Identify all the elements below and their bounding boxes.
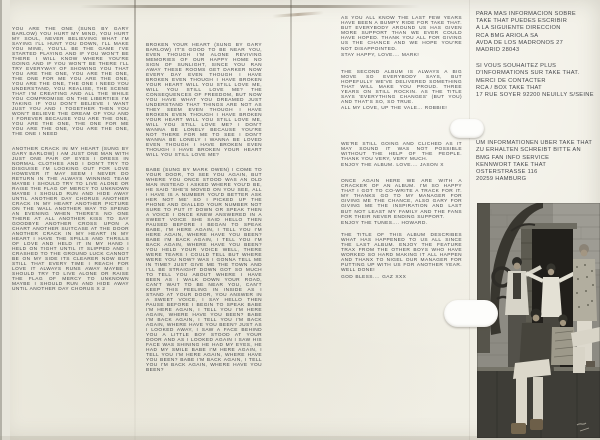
song-babe [146, 168, 262, 373]
address-line: BMG FAN INFO SERVICE [476, 154, 550, 161]
song-title: YOU ARE THE ONE [12, 27, 74, 32]
address-line: UM INFORMATIONEN UBER TAKE THAT [476, 140, 593, 147]
address-line: 17 RUE SOYER 92200 NEUILLY S/SEINE [476, 92, 594, 99]
address-line: PARA MAS INFORMACION SOBRE [476, 11, 576, 17]
song-lyrics: I AM JUST ONE MAN WITH JUST ONE PAIR OF EYES I DRESS IN NORMAL CLOTHES AND I DON'T TRY TO DISGUISE I'M LOOKING OUT FOR LOVE HOWEVER IT MAY SEEM I NEVER DO RETURN IN THE ALWAYS WINNING TEAM MAYBE I SHOULD TRY TO LIVE ALONE OR RAISE THE FLAG OF MERCY TO UNKNOWN MAYBE I SHOULD RUN AND HIDE AWAY UNTIL ANOTHER DAY CHORUS ANOTHER CRACK IN MY HEART ANOTHER PICTURE ON THE WALL ANOTHER WAY TO SPEND AN EVENING WHEN THERE'S NO ONE THERE AT ALL ANOTHER KISS TO SAY GOODBYE ANOTHER CROSS UPON A CHART ANOTHER SUITCASE AT THE DOOR ANOTHER CRACK IN MY HEART IN MY HEART I HAVE THE SPILLS AND THRILLS OF LOVE AND HELD IT IN MY HAND I HELD ON TIGHT UNTIL IT SLIPPED AND I CRASHED TO THE GROUND LUCK CANNOT BE ON MY SIDE ITS CLEARER NOW BUT STILL THAT EVERY TIME I REACH FOR LOVE IT ALWAYS RUNS AWAY MAYBE I SHOULD TRY TO LIVE ALONE OR RAISE THE FLAG OF MERCY TO UNKNOWN MAYBE I SHOULD RUN AND HIDE AWAY UNTIL ANOTHER DAY CHORUS X 2 [12, 152, 129, 292]
note-signoff: STAY HAPPY, LOVE.... MARK! [341, 52, 420, 58]
fold-crease-middle [290, 0, 292, 440]
song-another-crack-in-my-heart [12, 147, 129, 292]
note-mark [341, 16, 462, 58]
song-lyrics: IT'S GOOD TO BE NEAR YOU, EVEN THOUGH I'M ALONE REVIVING MEMORIES OF OUR HAPPY HOME NO SIGN OF SUNLIGHT, SINCE YOU RAN AWAY THESE ROOMS GET DARKER NOW EVERY DAY EVEN THOUGH I HAVE BROKEN EVEN THOUGH I HAVE BROKEN YOUR HEART WILL YOU STILL LOVE ME, WILL YOU STILL LOVE ME? THE CONSEQUENCES OF FREEDOM, BUT NOW YOU HAVE WHAT YOU DREAMED JUST UNDERSTAND THAT THINGS ARE NOT AS THEY SEEM EVEN THOUGH I HAVE BROKEN EVEN THOUGH I HAVE BROKEN YOUR HEART WILL YOU STILL LOVE ME, WILL YOU STILL LOVE ME? I DON'T WANNA BE LONELY BECAUSE YOU'RE NOT THERE FOR ME TO SEE I DON'T WANNA BE LONELY I WANNA BE LOVED EVEN THOUGH I HAVE BROKEN EVEN THOUGH I HAVE BROKEN YOUR HEART WILL YOU STILL LOVE ME? [146, 48, 262, 158]
fanclub-address-france [476, 63, 600, 99]
note-message: THE TITLE OF THIS ALBUM DESCRIBES WHAT HAS HAPPENED TO US ALL SINCE THE LAST ALBUM. ENJOY THE FEATURE TRAX FROM THE OTHER BOYS WHO HAVE WORKED SO HARD MAKING IT ALL HAPPEN AND THANX TO NIGEL OUR MANAGER FOR PUTTING UP WITH US FOR ANOTHER YEAR. WELL DONE! [341, 232, 462, 274]
song-lyrics: I COME TO YOUR DOOR, TO SEE YOU AGAIN, BUT WHERE YOU ONCE STOOD WAS AN OLD MAN INSTEAD I ASKED WHERE YOU'D BE, HE SAID 'SHE'S MOVED ON YOU SEE, ALL I HAVE IS A NUMBER YOU'D BETTER ASK HER NOT ME' SO I PICKED UP THE PHONE AND DIALLED YOUR NUMBER NOT SURE TO PUT IT DOWN OR SPEAK THEN A VOICE I ONCE KNEW ANSWERED IN A SWEET VOICE SHE SAID HELLO THEN PAUSED BEFORE I BEGAN TO SPEAK BABE, I'M HERE AGAIN, I TELL YOU I'M HERE AGAIN, WHERE HAVE YOU BEEN? BABE I'M BACK AGAIN, I TELL YOU I'M BACK AGAIN, WHERE HAVE YOU BEEN? YOU HELD YOUR VOICE WELL, THERE WERE TEARS I COULD TELL BUT WHERE WERE YOU NOW? WAS I GONNA TELL ME IN TIME? JUST GIVE ME THE TOWN AND I'LL BE STRAIGHT DOWN GOT SO MUCH TO TELL YOU ABOUT WHERE I HAVE BEEN AS I WALK DOWN YOUR ROAD, CAN'T WAIT TO BE NEAR YOU, CAN'T KEEP THIS FEELING IN INSIDE AS I STAND AT YOUR DOOR, YOU ANSWER IN A SWEET VOICE, I SAY HELLO THEN PAUSE BEFORE I BEGIN TO SPEAK BABE I'M HERE AGAIN, I TELL YOU I'M HERE AGAIN, WHERE HAVE YOU BEEN? BABE I'M BACK AGAIN, I TELL YOU I'M BACK AGAIN, WHERE HAVE YOU BEEN? JUST AS I LOOKED AWAY, I SAW A FACE BEHIND YOU A LITTLE BOY STOOD AT YOUR DOOR AND AS I LOOKED AGAIN I SAW HIS FACE WAS SHINING HE HAD MY EYES, HE HAD MY SMILE BABE I'M HERE AGAIN, I TELL YOU I'M HERE AGAIN, WHERE HAVE YOU BEEN? BABE I'M BACK AGAIN, I TELL YOU I'M BACK AGAIN, WHERE HAVE YOU BEEN? [146, 168, 262, 373]
note-message: ONCE AGAIN HERE WE ARE WITH A CRACKER OF AN ALBUM. I'M SO HAPPY THAT I GOT TO CO-WRITE A TRACK FOR IT. MY THANKS GO TO MY MANAGER FOR GIVING ME THE CHANCE, ALSO GARY FOR GIVING ME THE INSPIRATION AND LAST BUT NOT LEAST MY FAMILY AND THE FANS FOR THEIR NEVER ENDING SUPPORT. [341, 178, 462, 220]
address-line: RCA BMG ARIOLA SA [476, 32, 539, 39]
fold-crease-left [134, 0, 136, 440]
song-credit: (SUNG BY GARY BARLOW) [12, 147, 130, 157]
note-robbie [341, 70, 462, 112]
address-line: TAKE THAT PUEDES ESCRIBIR [476, 18, 568, 25]
scan-smudge [272, 11, 324, 18]
lyrics-column-1 [12, 27, 129, 292]
address-line: MADRID 28043 [476, 47, 520, 54]
note-signoff: ALL MY LOVE, UP THE VALE... ROBBIE! [341, 106, 448, 112]
address-line: MERCI DE CONTACTER [476, 77, 546, 84]
lyrics-column-2 [146, 43, 262, 373]
address-line: OSTERSTRASSE 116 [476, 169, 538, 176]
note-signoff: ENJOY THE TUNES.... HOWARD. [341, 220, 428, 226]
fanclub-address-germany [476, 140, 600, 183]
note-message: THE SECOND ALBUM IS ALWAYS A BIG MOVE SO EVERYBODY SAYS, BUT HOPEFULLY WE'VE DELIVERED SOMETHING THAT WILL MAKE YOU PROUD. THREE YEARS ON STILL ROCKIN. AS THE TITLE SAYS 'EVERYTHING CHANGES' (BUT YOU) AND THAT'S SO, SO TRUE. [341, 69, 462, 106]
note-signoff: GOD BLESS.... GAZ XXX [341, 274, 407, 280]
note-gary [341, 233, 462, 280]
song-title: ANOTHER CRACK IN MY HEART [12, 147, 100, 152]
fanclub-address-spain [476, 11, 600, 54]
song-credit: (SUNG BY MARK OWEN) [162, 168, 230, 173]
note-message: AS YOU ALL KNOW THE LAST FEW YEARS HAVE BEEN A BUMPY RIDE FOR TAKE THAT. BUT EVERYBODY AROUND US HAS GIVEN MORE SUPPORT THAN WE EVER COULD HAVE HOPED. THANK YOU ALL FOR GIVING US THE CHANCE AND WE HOPE YOU'RE NOT DISAPPOINTED. [341, 16, 462, 52]
address-line: 20259 HAMBURG [476, 176, 527, 183]
fold-crease-right [469, 0, 470, 440]
address-line: AVDA DE LOS MADRONOS 27 [476, 39, 564, 46]
song-you-are-the-one [12, 27, 129, 137]
note-message: WE'RE STILL GOING AND CLICHED AS IT MAY SOUND IT WAS NOT POSSIBLE WITHOUT THE HELP OF THE PEOPLE. THANK YOU VERY, VERY MUCH. [341, 141, 462, 162]
address-line: A LA SIGUIENTE DIRECCION [476, 25, 561, 32]
song-lyrics: YOU HURT MY MIND, YOU HURT MY SOUL, NEVER BELIEVING WHAT I'M SAYING I'LL HUNT YOU DOWN, I'LL MAKE YOU MINE, YOU'LL BE THE GAME I'VE STARTED PLAYING AND IF YOU WON'T BE THERE I WILL KNOW WHERE YOU'RE GOING AND IF YOU WON'T BE THERE I'LL TRY EVERYWAY OF SHOWING YOU THAT YOU ARE THE ONE, YOU ARE THE ONE, THE ONE FOR ME YOU ARE THE ONE, YOU ARE THE ONE, THE ONE I NEED YOU UNDERSTAND, YOU REALISE, THE SCENE THAT I'M CREATING AND ALL THE WHILE YOU COMPROMISE ON THE LIBERTIES I'M TAKING IF YOU DON'T BELIEVE I WANT JUST YOU AND I TOGETHER THEN YOU WON'T BELIEVE THE DREAM OF YOU AND I FOREVER BECAUSE YOU ARE THE ONE, YOU ARE THE ONE, THE ONE FOR ME YOU ARE THE ONE, YOU ARE THE ONE, THE ONE I NEED [12, 32, 129, 137]
photo-wall-column [477, 203, 490, 353]
scan-margin-left [2, 0, 10, 440]
address-line: D'INFORMATIONS SUR TAKE THAT. [476, 70, 580, 77]
song-credit: (SUNG BY GARY BARLOW) [12, 27, 129, 37]
address-line: SI VOUS SOUHAITEZ PLUS [476, 63, 557, 70]
song-title: BROKEN YOUR HEART [146, 43, 211, 48]
note-howard [341, 179, 462, 226]
thank-you-notes-column [341, 16, 462, 280]
sticker-pill-large [444, 300, 498, 327]
note-jason [341, 142, 462, 168]
song-broken-your-heart [146, 43, 262, 158]
scan-edge-top [80, 5, 420, 8]
fanclub-address-column [476, 11, 600, 183]
address-line: ZU ERHALTEN SCHREIBT BITTE AN [476, 147, 581, 154]
song-title: BABE [146, 168, 161, 173]
note-signoff: ENJOY THE ALBUM. LOVE.... JASON X [341, 162, 444, 168]
sticker-pill-small [450, 119, 484, 138]
address-line: RCA / BOX TAKE THAT [476, 84, 542, 91]
song-credit: (SUNG BY GARY BARLOW) [146, 43, 262, 53]
address-line: KENNWORT TAKE THAT [476, 161, 547, 168]
